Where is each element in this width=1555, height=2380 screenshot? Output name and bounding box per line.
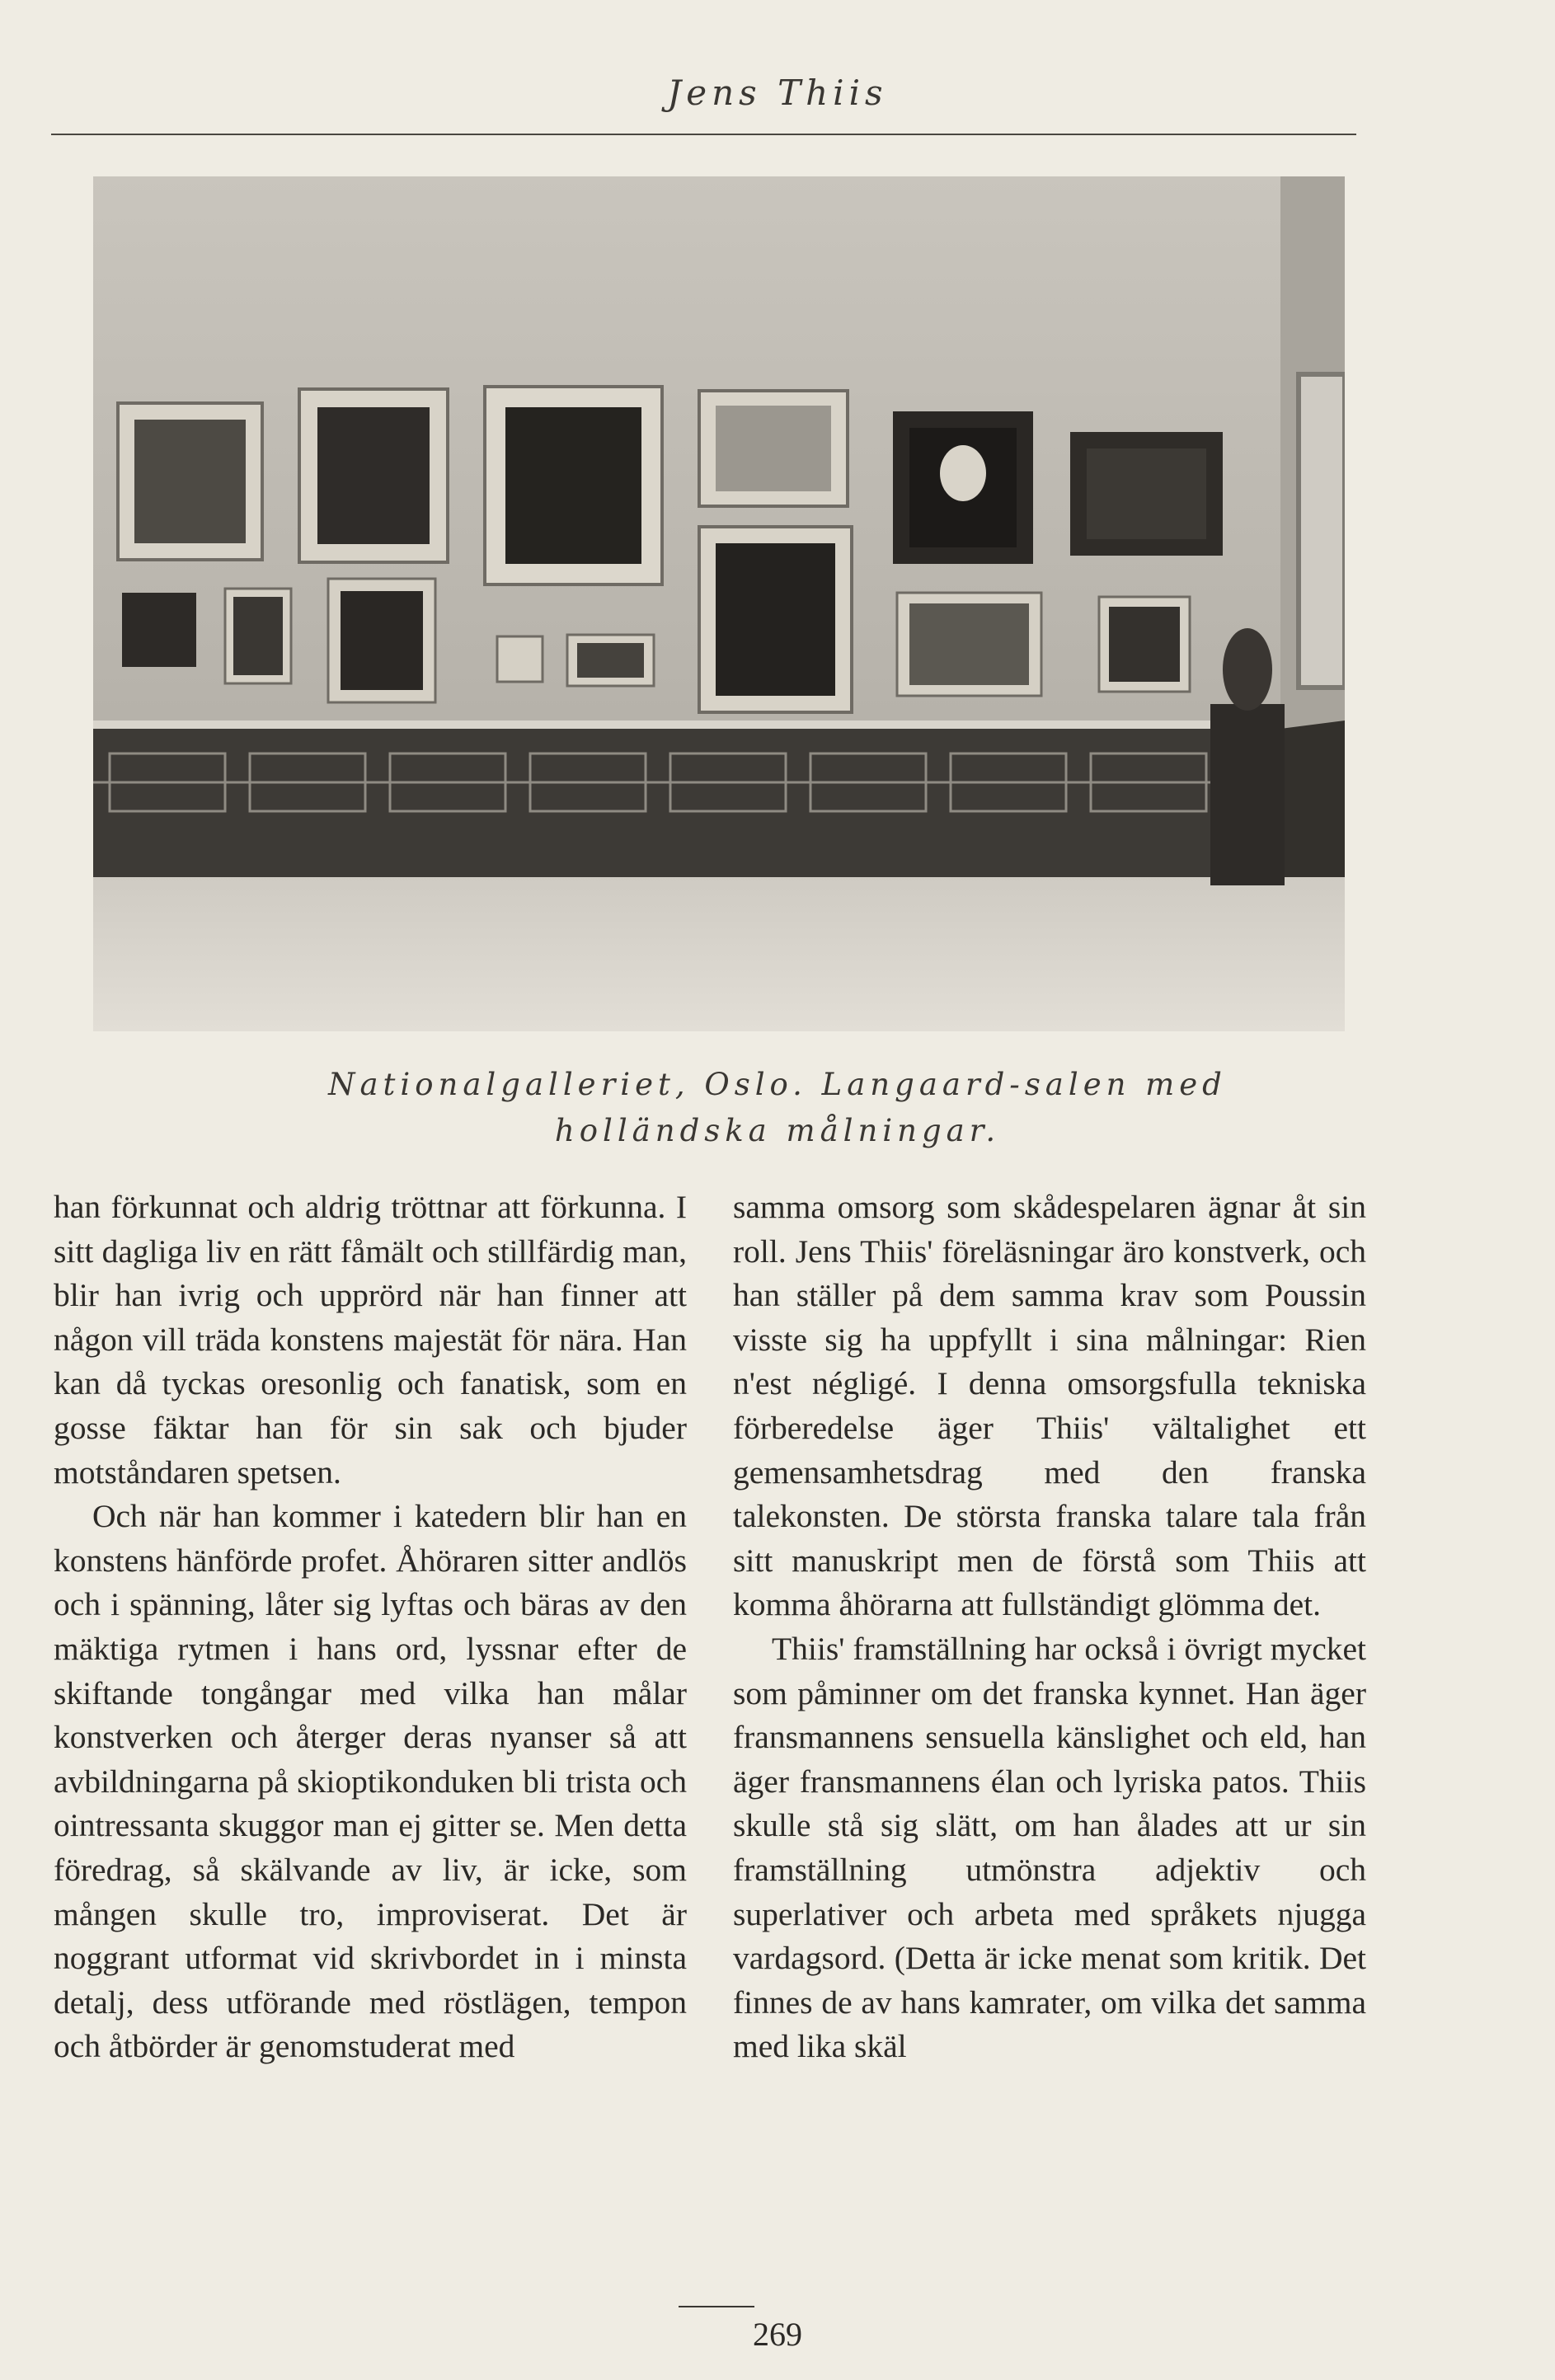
photo-caption — [0, 1062, 1555, 1154]
caption-line-2: holländska målningar. — [554, 1113, 1001, 1148]
gallery-photo-icon — [93, 176, 1345, 1031]
page-number: 269 — [753, 2316, 802, 2353]
paragraph: han förkunnat och aldrig tröttnar att förkunna. I sitt dagliga liv en rätt fåmält och stillfärdig man, blir han ivrig och upprörd när han finner att någon vill träda konstens majestät för nära. Han kan då tyckas oresonlig och fanatisk, som en gosse fäktar han för sin sak och bjuder motståndaren spetsen. — [54, 1189, 687, 1490]
paragraph: Thiis' framställning har också i övrigt mycket som påminner om det franska kynnet. Han äger fransmannens sensuella känslighet och eld, han äger fransmannens élan och lyriska patos. Thiis skulle stå sig slätt, om han ålades att ur sin framställning utmönstra adjektiv och superlativer och arbeta med språkets njugga vardagsord. (Detta är icke menat som kritik. Det finnes de av hans kamrater, om vilka det samma med lika skäl — [733, 1630, 1366, 2065]
page-number-rule — [679, 2306, 754, 2307]
gallery-photo — [93, 176, 1345, 1031]
running-header: Jens Thiis — [667, 73, 888, 113]
paragraph: samma omsorg som skådespelaren ägnar åt sin roll. Jens Thiis' föreläsningar äro konstverk, och han ställer på dem samma krav som Poussin visste sig ha uppfyllt i sina målningar: Rien n'est négligé. I denna omsorgsfulla tekniska förberedelse äger Thiis' vältalighet ett gemensamhetsdrag med den franska talekonsten. De största franska talare tala från sitt manuskript men de förstå som Thiis att komma åhörarna att fullständigt glömma det. — [733, 1189, 1366, 1623]
paragraph: Och när han kommer i katedern blir han en konstens hänförde profet. Åhöraren sitter andlös och i spänning, låter sig lyftas och bäras av den mäktiga rytmen i hans ord, lyssnar efter de skiftande tongångar med vilka han målar konstverken och återger deras nyanser så att avbildningarna på skioptikonduken bli trista och ointressanta skuggor man ej gitter se. Men detta föredrag, så skälvande av liv, är icke, som mången skulle tro, improviserat. Det är noggrant utformat vid skrivbordet in i minsta detalj, dess utförande med röstlägen, tempon och åtbörder är genomstuderat med — [54, 1498, 687, 2065]
header-rule — [51, 134, 1356, 135]
left-column — [54, 1185, 687, 2069]
caption-line-1: Nationalgalleriet, Oslo. Langaard-salen med — [328, 1067, 1227, 1102]
right-column — [733, 1185, 1366, 2069]
